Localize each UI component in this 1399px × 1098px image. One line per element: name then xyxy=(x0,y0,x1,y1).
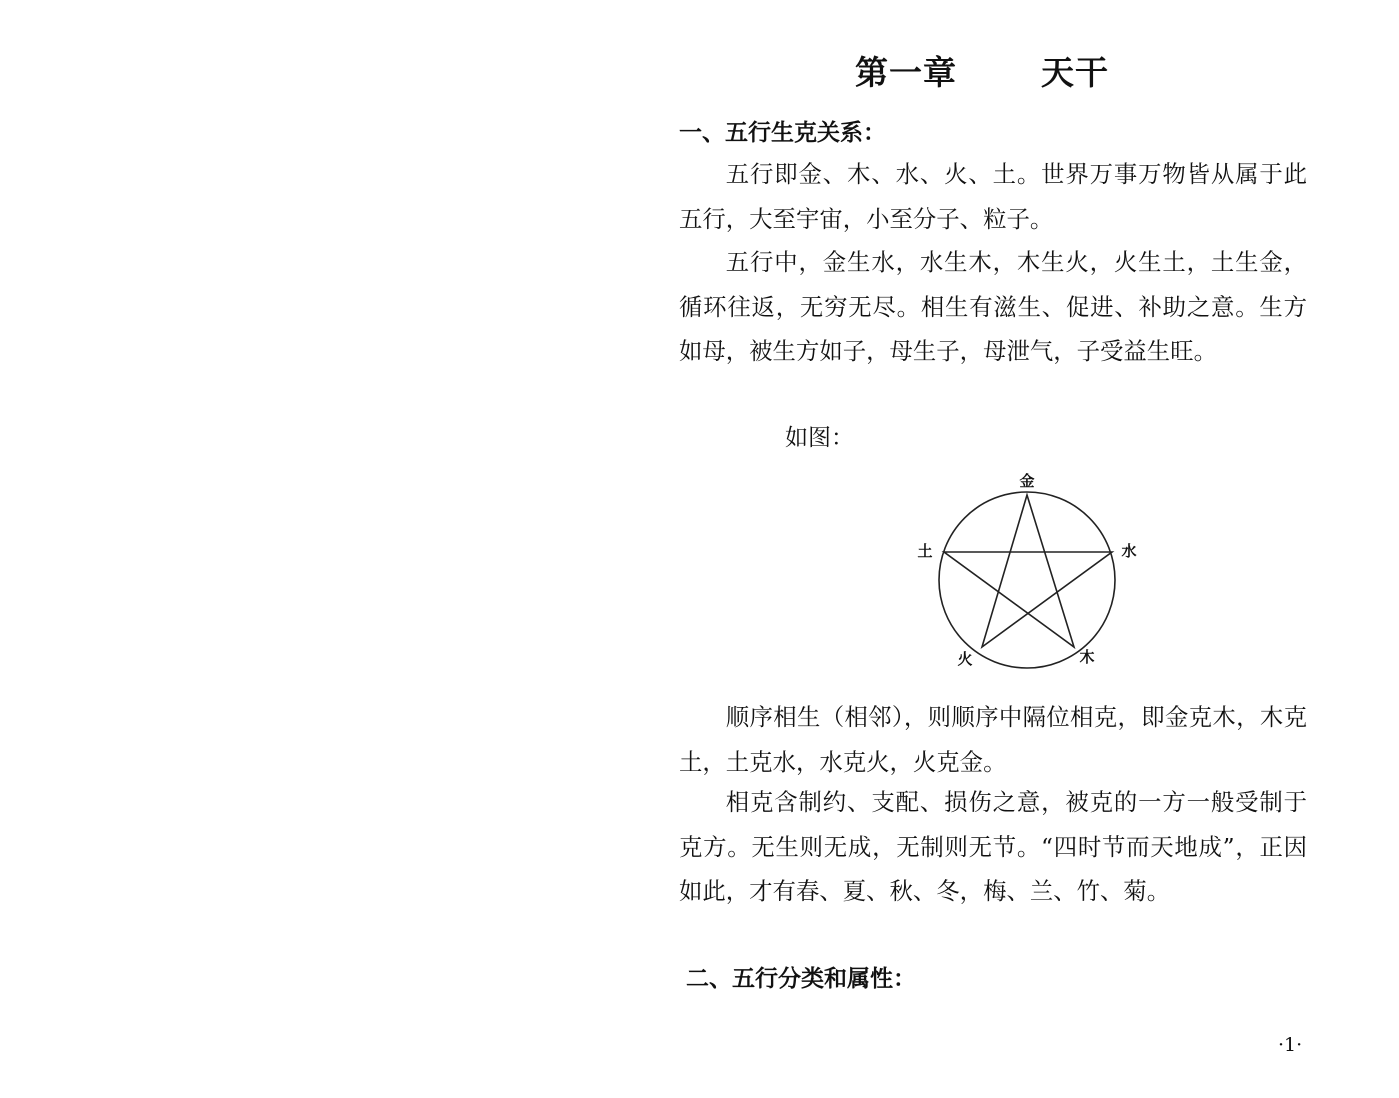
label-water: 水 xyxy=(1121,542,1137,560)
section-heading-2: 二、五行分类和属性： xyxy=(686,965,916,992)
paragraph: 相克含制约、支配、损伤之意，被克的一方一般受制于克方。无生则无成，无制则无节。“四时节而天地成”，正因如此，才有春、夏、秋、冬，梅、兰、竹、菊。 xyxy=(679,788,1307,905)
label-metal: 金 xyxy=(1019,472,1035,490)
chapter-title xyxy=(855,50,1155,96)
left-blank-page xyxy=(0,0,650,1098)
paragraph: 五行中，金生水，水生木，木生火，火生土，土生金，循环往返，无穷无尽。相生有滋生、促进、补助之意。生方如母，被生方如子，母生子，母泄气，子受益生旺。 xyxy=(679,248,1307,365)
page-number: ·1· xyxy=(1278,1034,1303,1056)
paragraph: 五行即金、木、水、火、土。世界万事万物皆从属于此五行，大至宇宙，小至分子、粒子。 xyxy=(679,160,1307,233)
diagram-circle xyxy=(939,492,1115,668)
label-wood: 木 xyxy=(1079,648,1095,666)
right-page xyxy=(650,0,1399,1098)
figure-caption: 如图： xyxy=(785,425,854,451)
section-heading-1: 一、五行生克关系： xyxy=(679,119,886,146)
label-fire: 火 xyxy=(957,650,973,668)
five-elements-diagram xyxy=(905,462,1145,674)
paragraph: 顺序相生（相邻），则顺序中隔位相克，即金克木，木克土，土克水，水克火，火克金。 xyxy=(679,703,1307,776)
chapter-number: 第一章 xyxy=(855,53,957,92)
label-earth: 土 xyxy=(917,542,933,560)
diagram-pentagram xyxy=(944,495,1112,647)
chapter-name: 天干 xyxy=(1041,53,1109,92)
